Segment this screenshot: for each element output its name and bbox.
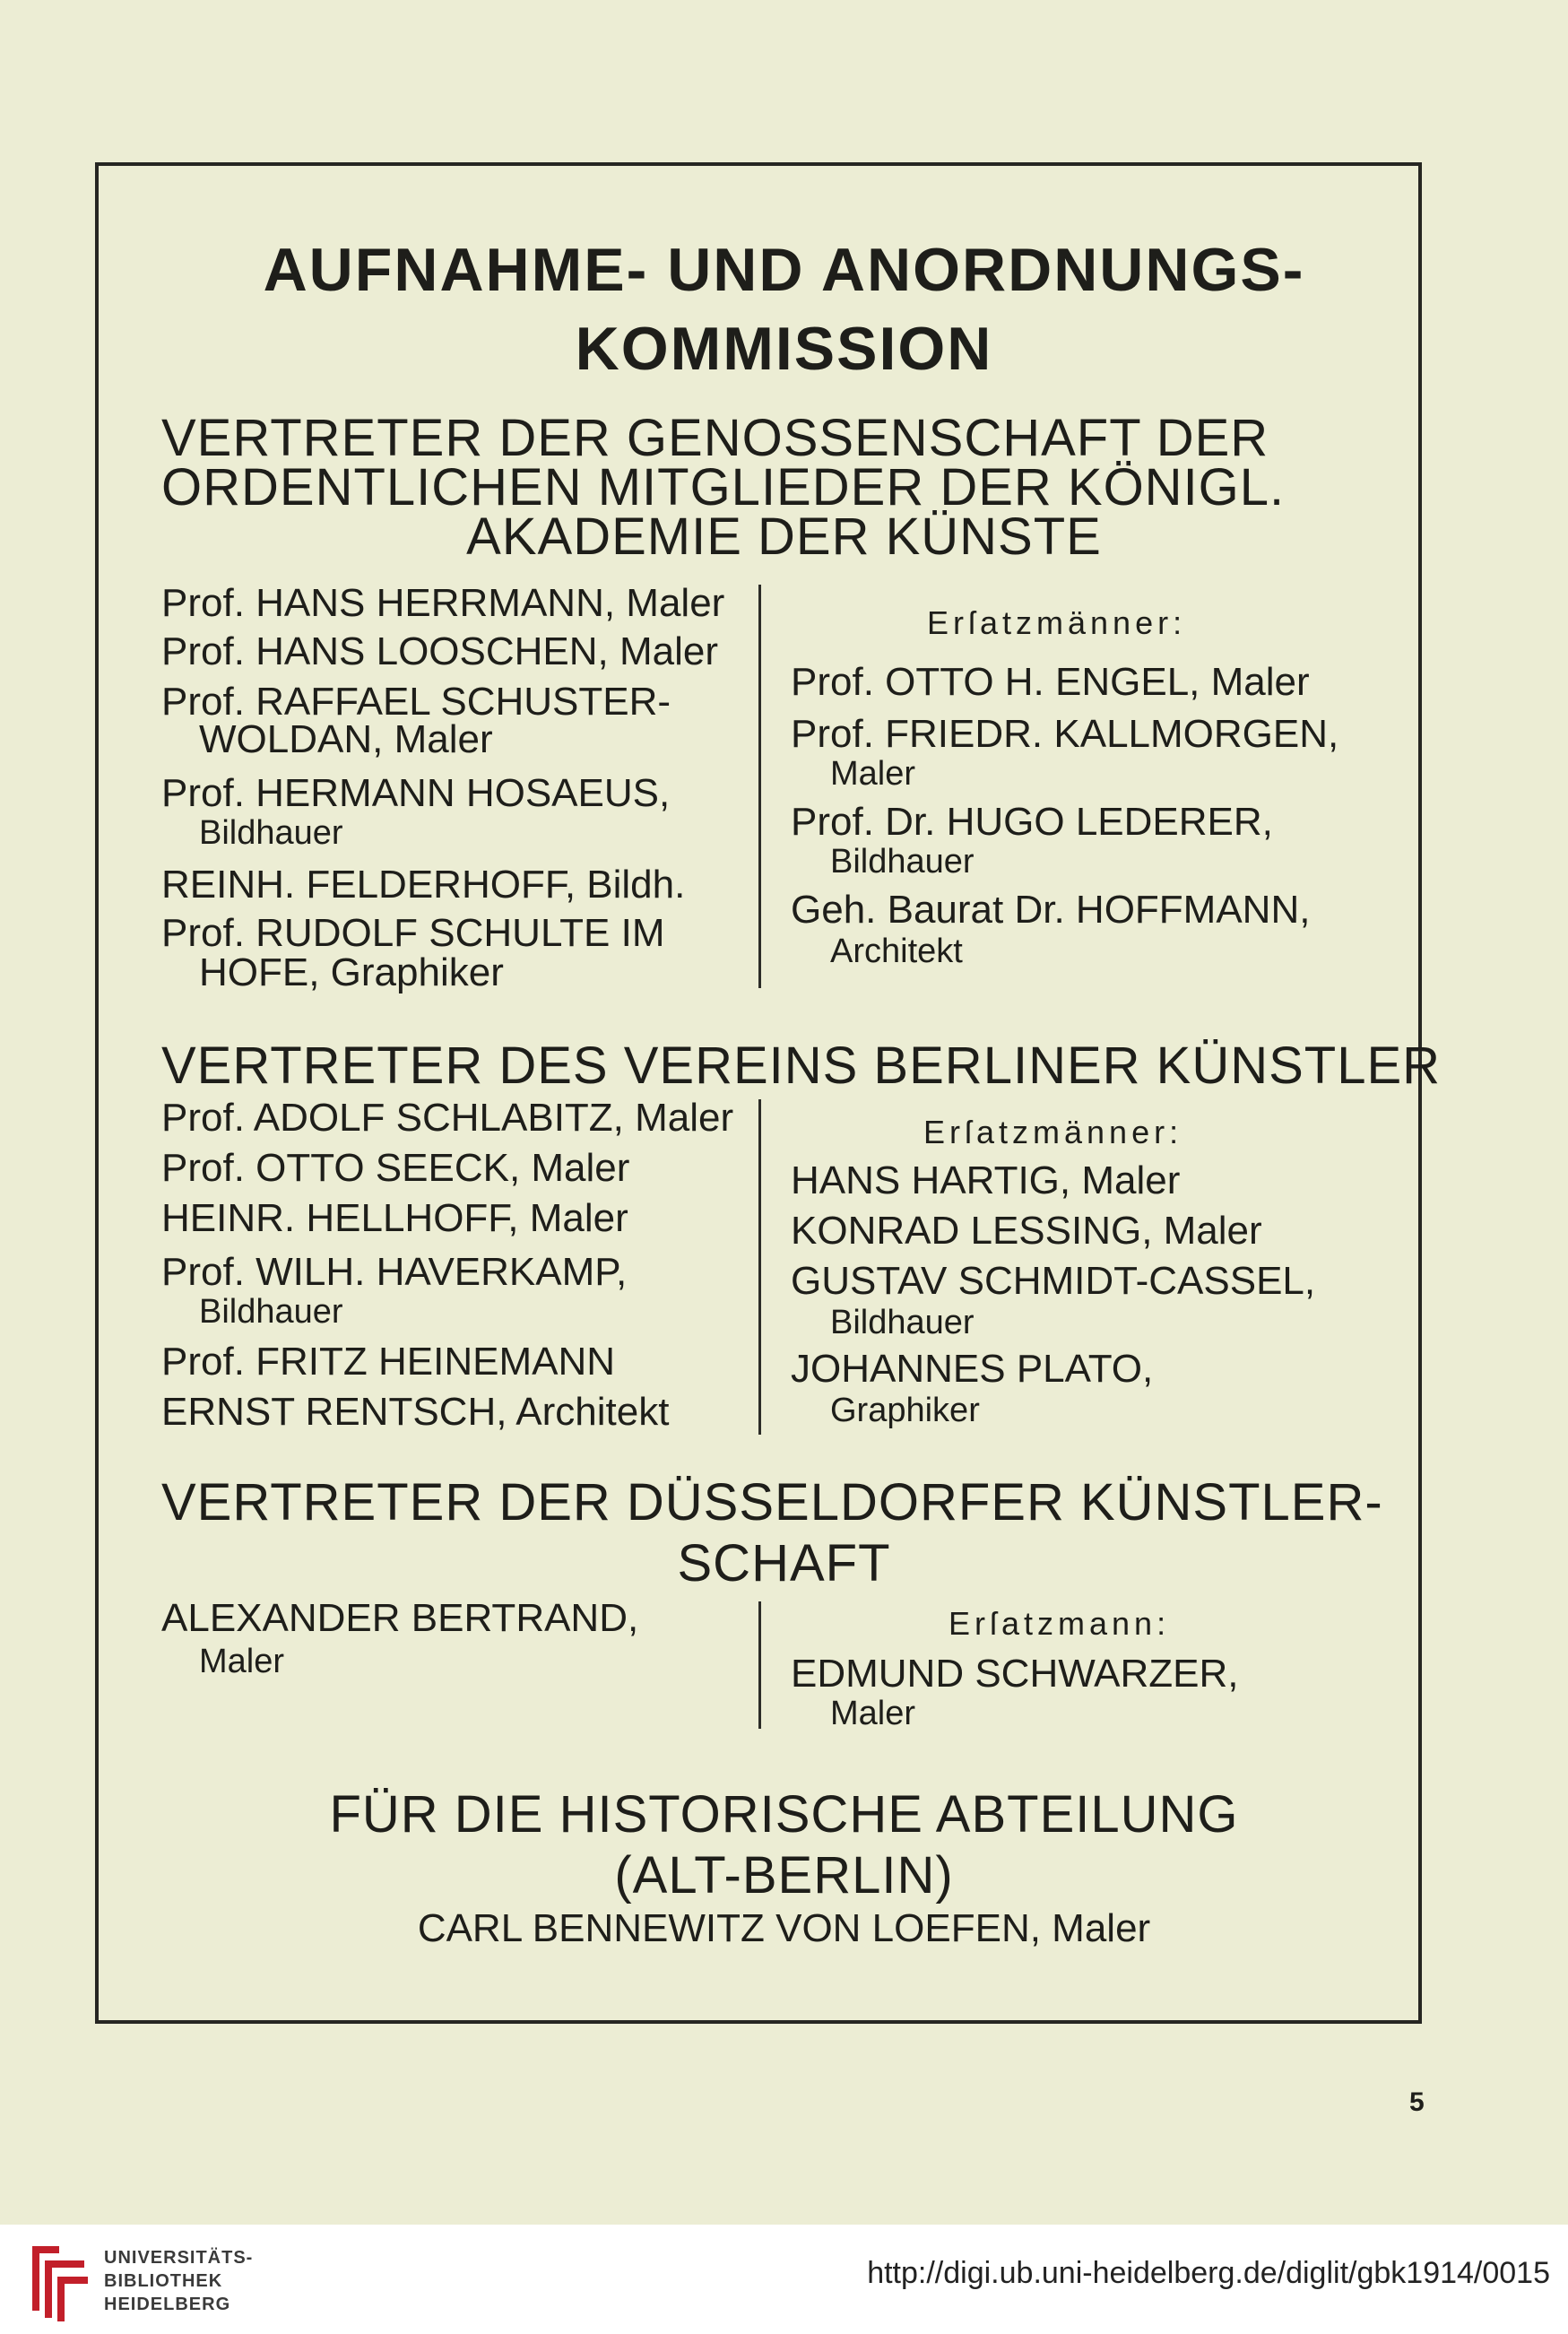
section2-left-line: Prof. WILH. HAVERKAMP, [161, 1250, 628, 1294]
section2-ersatz-header: Erſatzmänner: [923, 1114, 1183, 1150]
section1-column-divider [758, 585, 761, 988]
logo-text-line: HEIDELBERG [104, 2295, 231, 2314]
section4-heading-2: (ALT-BERLIN) [614, 1846, 954, 1905]
section2-heading: VERTRETER DES VEREINS BERLINER KÜNSTLER [161, 1037, 1442, 1095]
section2-left-line: Prof. OTTO SEECK, Maler [161, 1146, 630, 1190]
section3-column-divider [758, 1601, 761, 1729]
library-logo-text [104, 2246, 253, 2316]
section1-left-line: Prof. RAFFAEL SCHUSTER- [161, 680, 671, 724]
section3-right-line: EDMUND SCHWARZER, [791, 1652, 1239, 1696]
logo-text-line: BIBLIOTHEK [104, 2271, 223, 2291]
section2-left-line: ERNST RENTSCH, Architekt [161, 1390, 670, 1434]
section2-right-line: HANS HARTIG, Maler [791, 1158, 1181, 1202]
page-title-line-2: KOMMISSION [575, 315, 993, 383]
section3-heading-2: SCHAFT [677, 1534, 891, 1592]
section2-left-line: HEINR. HELLHOFF, Maler [161, 1196, 628, 1240]
section3-heading-1: VERTRETER DER DÜSSELDORFER KÜNSTLER- [161, 1473, 1383, 1531]
section1-right-line: Prof. Dr. HUGO LEDERER, [791, 800, 1273, 844]
section1-right-line: Bildhauer [830, 843, 975, 881]
section1-left-line: REINH. FELDERHOFF, Bildh. [161, 863, 686, 907]
section2-right-line: Graphiker [830, 1392, 980, 1429]
section2-right-line: GUSTAV SCHMIDT-CASSEL, [791, 1259, 1316, 1303]
section1-left-line: Prof. HANS HERRMANN, Maler [161, 581, 725, 625]
section3-left-line: Maler [199, 1643, 285, 1680]
section2-right-line: Bildhauer [830, 1304, 975, 1341]
section1-heading-3: AKADEMIE DER KÜNSTE [466, 508, 1102, 566]
section1-left-line: Prof. HANS LOOSCHEN, Maler [161, 629, 719, 673]
section3-ersatz-header: Erſatzmann: [949, 1605, 1171, 1642]
section2-left-line: Prof. FRITZ HEINEMANN [161, 1340, 616, 1384]
page-title-line-1: AUFNAHME- UND ANORDNUNGS- [263, 236, 1305, 304]
section1-left-line: Prof. RUDOLF SCHULTE IM [161, 911, 665, 955]
section1-heading-2: ORDENTLICHEN MITGLIEDER DER KÖNIGL. [161, 458, 1286, 516]
section3-left-line: ALEXANDER BERTRAND, [161, 1596, 639, 1640]
section1-ersatz-header: Erſatzmänner: [927, 604, 1187, 641]
section4-heading-1: FÜR DIE HISTORISCHE ABTEILUNG [329, 1785, 1239, 1844]
section1-heading-1: VERTRETER DER GENOSSENSCHAFT DER [161, 409, 1269, 467]
section3-right-line: Maler [830, 1695, 916, 1732]
section1-left-line: HOFE, Graphiker [199, 950, 504, 994]
section1-left-line: Bildhauer [199, 814, 343, 852]
section1-right-line: Prof. FRIEDR. KALLMORGEN, [791, 712, 1339, 756]
section1-right-line: Architekt [830, 933, 963, 970]
footer-bar [0, 2225, 1568, 2334]
section1-left-line: WOLDAN, Maler [199, 717, 493, 761]
page-number: 5 [1409, 2087, 1425, 2117]
section1-left-line: Prof. HERMANN HOSAEUS, [161, 771, 671, 815]
section2-left-line: Prof. ADOLF SCHLABITZ, Maler [161, 1096, 734, 1140]
section2-left-line: Bildhauer [199, 1293, 343, 1331]
section1-right-line: Maler [830, 755, 916, 793]
source-url-link[interactable]: http://digi.ub.uni-heidelberg.de/diglit/gbk1914/0015 [867, 2256, 1550, 2290]
section1-right-line: Geh. Baurat Dr. HOFFMANN, [791, 888, 1311, 932]
section2-column-divider [758, 1099, 761, 1435]
logo-text-line: UNIVERSITÄTS- [104, 2248, 254, 2268]
university-library-logo-icon [25, 2241, 93, 2323]
section1-right-line: Prof. OTTO H. ENGEL, Maler [791, 660, 1310, 704]
section2-right-line: JOHANNES PLATO, [791, 1347, 1154, 1391]
section4-name: CARL BENNEWITZ VON LOEFEN, Maler [417, 1906, 1151, 1950]
section2-right-line: KONRAD LESSING, Maler [791, 1209, 1262, 1253]
